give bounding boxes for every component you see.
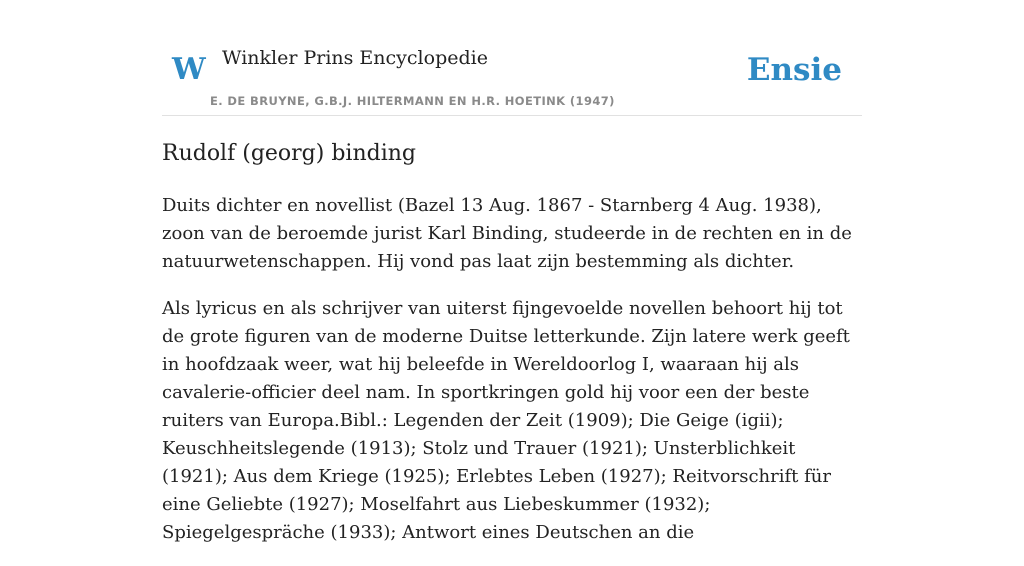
article-body xyxy=(162,192,862,566)
article-paragraph: Duits dichter en novellist (Bazel 13 Aug. 1867 - Starnberg 4 Aug. 1938), zoon van de beroemde jurist Karl Binding, studeerde in de rechten en in de natuurwetenschappen. Hij vond pas laat zijn bestemming als dichter. xyxy=(162,195,852,272)
article-title: Rudolf (georg) binding xyxy=(162,141,416,166)
source-logo[interactable]: W xyxy=(172,52,206,87)
ensie-logo[interactable]: Ensie xyxy=(746,52,842,88)
source-authors: E. DE BRUYNE, G.B.J. HILTERMANN EN H.R. HOETINK (1947) xyxy=(210,94,615,108)
article-paragraph: Als lyricus en als schrijver van uiterst fijngevoelde novellen behoort hij tot de grote figuren van de moderne Duitse letterkunde. Zijn latere werk geeft in hoofdzaak weer, wat hij beleefde in Wereldoorlog I, waaraan hij als cavalerie-officier deel nam. In sportkringen gold hij voor een der beste ruiters van Europa.Bibl.: Legenden der Zeit (1909); Die Geige (igii); Keuschheitslegende (1913); Stolz und Trauer (1921); Unsterblichkeit (1921); Aus dem Kriege (1925); Erlebtes Leben (1927); Reitvorschrift für eine Geliebte (1927); Moselfahrt aus Liebeskummer (1932); Spiegelgespräche (1933); Antwort eines Deutschen an die xyxy=(162,298,850,543)
source-title[interactable]: Winkler Prins Encyclopedie xyxy=(222,47,488,69)
source-header xyxy=(162,40,862,116)
